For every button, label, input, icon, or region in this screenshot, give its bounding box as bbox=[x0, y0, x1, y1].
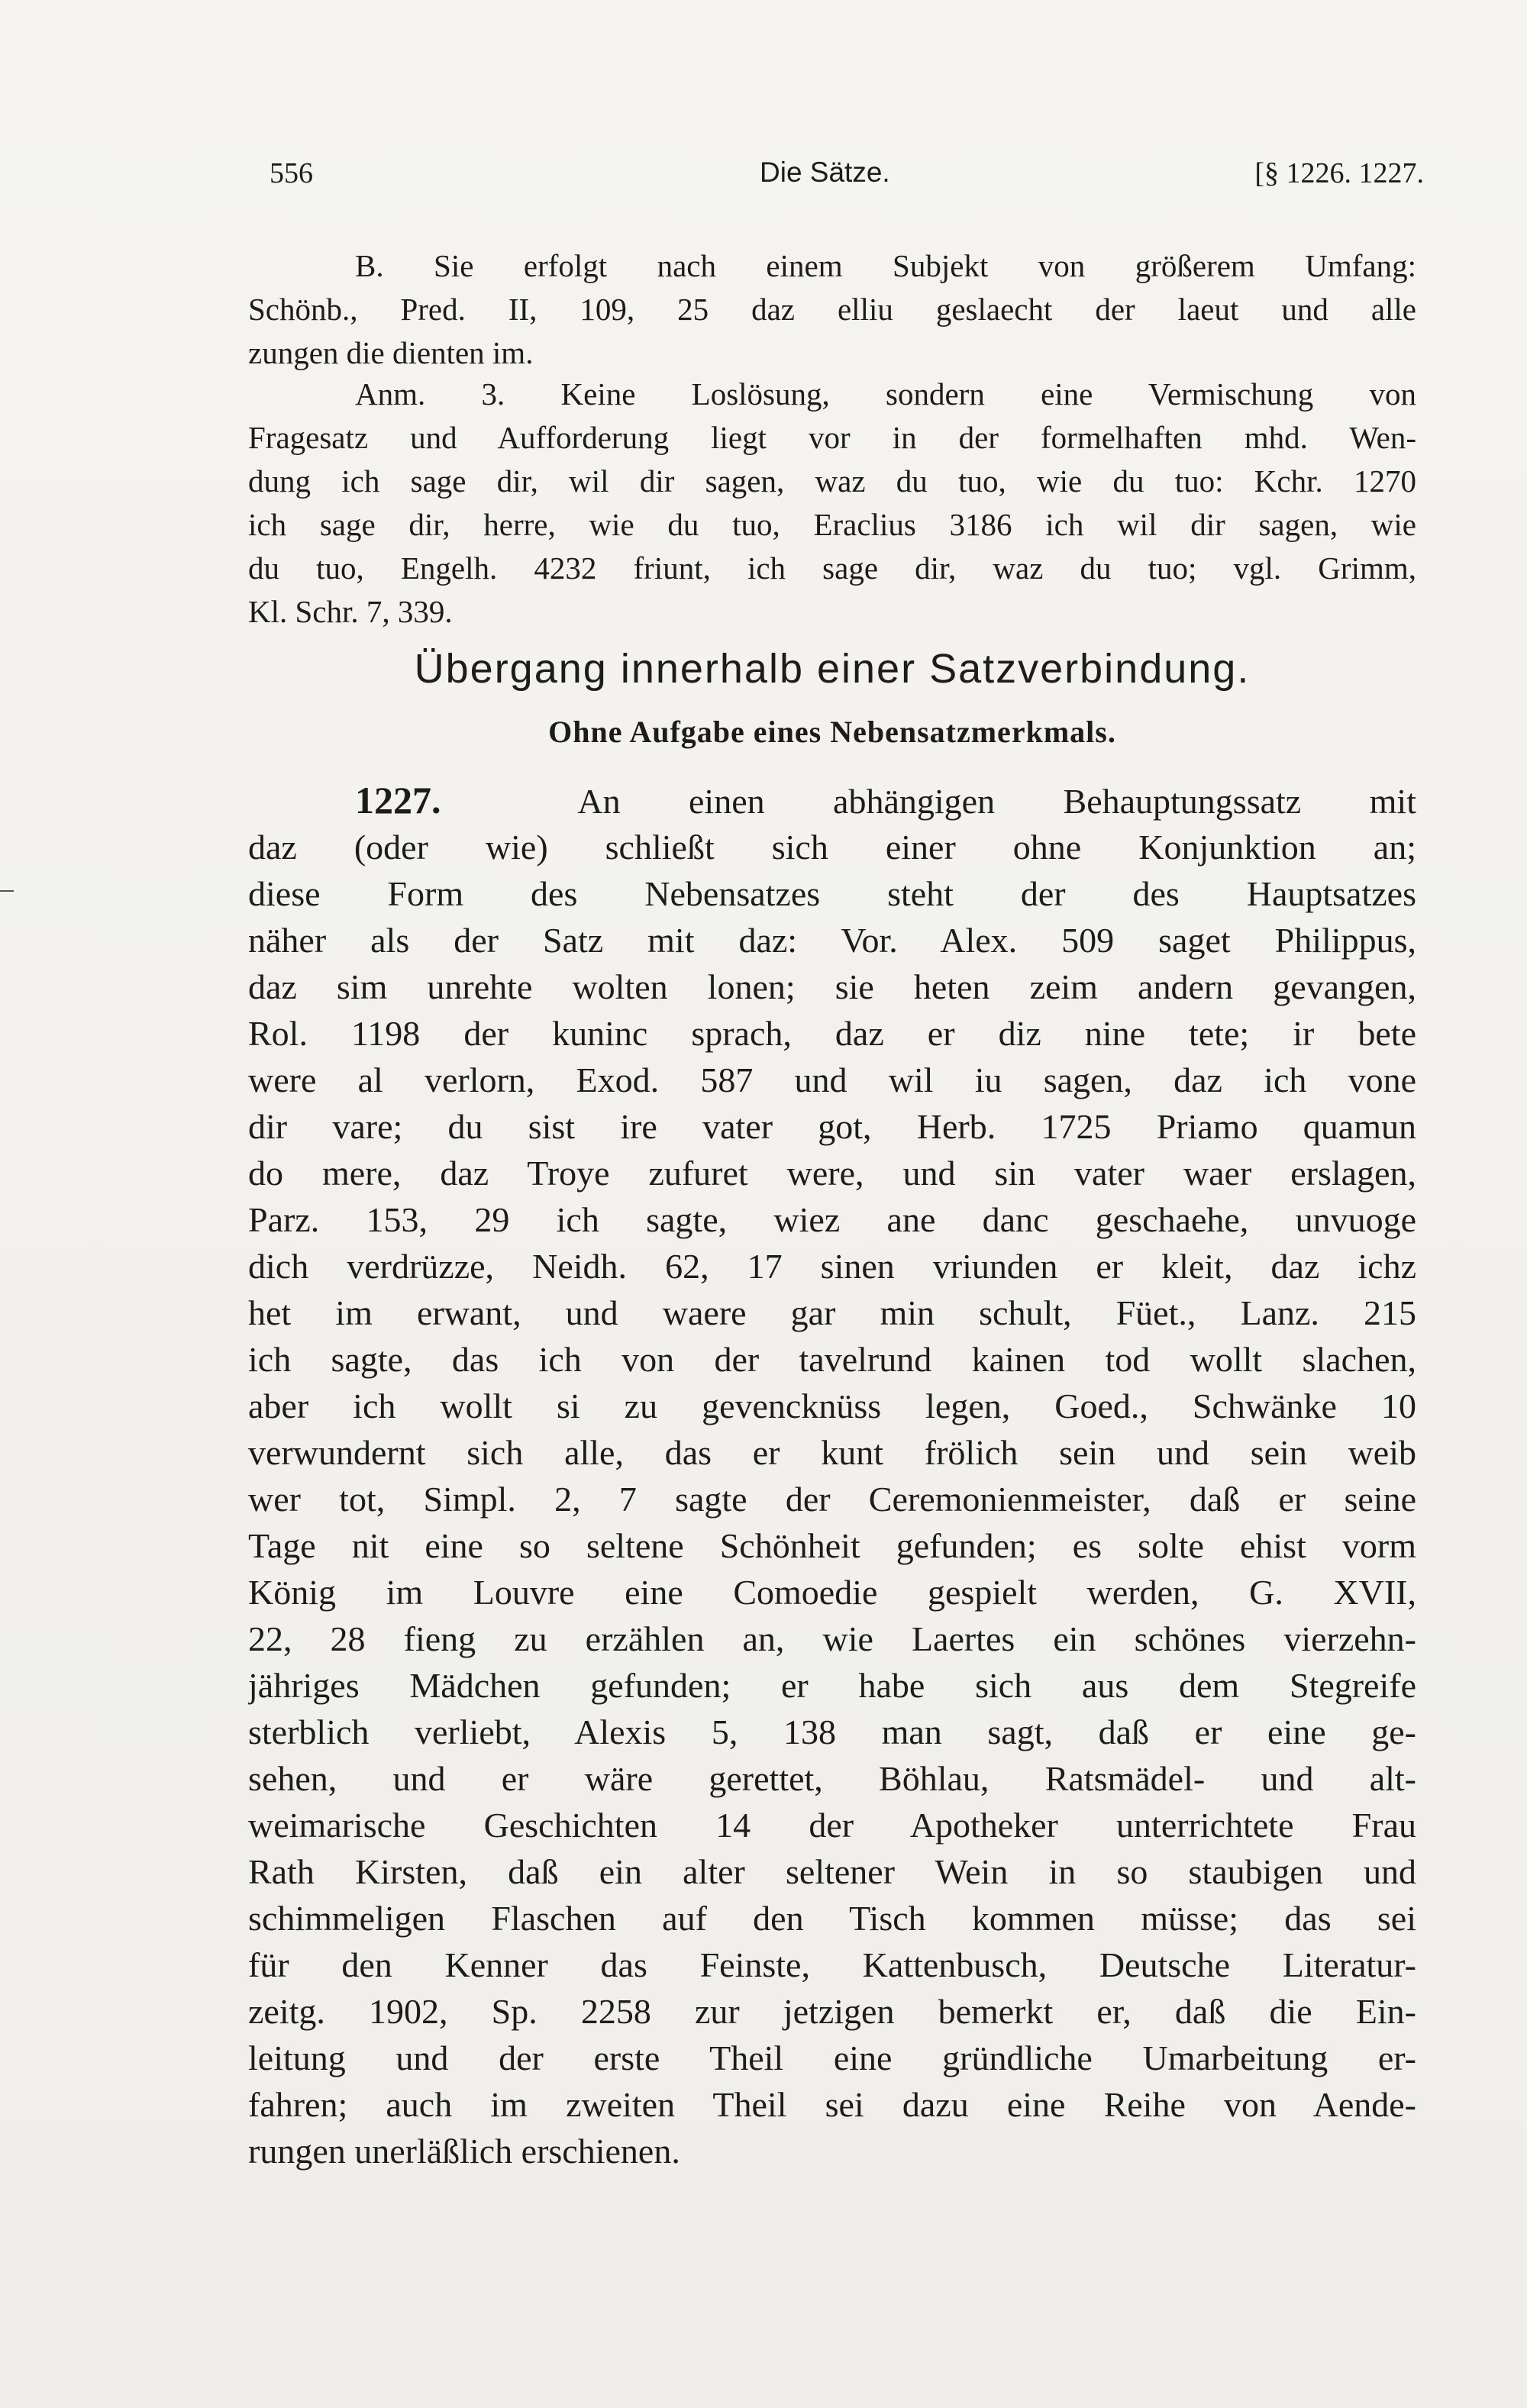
text-line: het im erwant, und waere gar min schult, Füet., Lanz. 215 bbox=[248, 1293, 1416, 1332]
text-line: Kl. Schr. 7, 339. bbox=[248, 594, 453, 629]
text-line: Rath Kirsten, daß ein alter seltener Wein in so staubigen und bbox=[248, 1852, 1416, 1891]
text-line: sehen, und er wäre gerettet, Böhlau, Ratsmädel- und alt- bbox=[248, 1759, 1416, 1798]
text-line: sterblich verliebt, Alexis 5, 138 man sagt, daß er eine ge- bbox=[248, 1712, 1416, 1751]
text-line: du tuo, Engelh. 4232 friunt, ich sage dir, waz du tuo; vgl. Grimm, bbox=[248, 550, 1416, 586]
note-anm-3 bbox=[248, 373, 1416, 634]
text-line: 22, 28 fieng zu erzählen an, wie Laertes ein schönes vierzehn- bbox=[248, 1619, 1416, 1658]
text-line: ich sagte, das ich von der tavelrund kainen tod wollt slachen, bbox=[248, 1340, 1416, 1379]
text-line: Anm. 3. Keine Loslösung, sondern eine Vermischung von bbox=[355, 376, 1416, 412]
text-line: leitung und der erste Theil eine gründliche Umarbeitung er- bbox=[248, 2038, 1416, 2077]
text-line: fahren; auch im zweiten Theil sei dazu eine Reihe von Aende- bbox=[248, 2085, 1416, 2124]
text-line: dir vare; du sist ire vater got, Herb. 1725 Priamo quamun bbox=[248, 1107, 1416, 1146]
text-line: B. Sie erfolgt nach einem Subjekt von größerem Umfang: bbox=[355, 248, 1416, 283]
text-line: zungen die dienten im. bbox=[248, 335, 534, 370]
paragraph-b bbox=[248, 244, 1416, 375]
text-line: daz (oder wie) schließt sich einer ohne Konjunktion an; bbox=[248, 828, 1416, 867]
text-line: zeitg. 1902, Sp. 2258 zur jetzigen bemerkt er, daß die Ein- bbox=[248, 1992, 1416, 2031]
text-line bbox=[248, 777, 1416, 824]
running-header bbox=[263, 157, 1424, 202]
running-title: Die Sätze. bbox=[760, 157, 890, 188]
text-line: rungen unerläßlich erschienen. bbox=[248, 2132, 680, 2171]
paragraph-1227 bbox=[248, 777, 1416, 2174]
text-line: wer tot, Simpl. 2, 7 sagte der Ceremonienmeister, daß er seine bbox=[248, 1480, 1416, 1519]
text-line: Parz. 153, 29 ich sagte, wiez ane danc geschaehe, unvuoge bbox=[248, 1200, 1416, 1239]
page-number: 556 bbox=[270, 157, 313, 189]
text-line: jähriges Mädchen gefunden; er habe sich aus dem Stegreife bbox=[248, 1666, 1416, 1705]
text-line: aber ich wollt si zu gevencknüss legen, Goed., Schwänke 10 bbox=[248, 1386, 1416, 1425]
text-line: dung ich sage dir, wil dir sagen, waz du tuo, wie du tuo: Kchr. 1270 bbox=[248, 463, 1416, 499]
text-line: Tage nit eine so seltene Schönheit gefunden; es solte ehist vorm bbox=[248, 1526, 1416, 1565]
text-line: weimarische Geschichten 14 der Apotheker unterrichtete Frau bbox=[248, 1806, 1416, 1845]
text-line: schimmeligen Flaschen auf den Tisch kommen müsse; das sei bbox=[248, 1899, 1416, 1938]
section-number: 1227. bbox=[355, 779, 441, 821]
text-line: Rol. 1198 der kuninc sprach, daz er diz nine tete; ir bete bbox=[248, 1014, 1416, 1053]
text-line: diese Form des Nebensatzes steht der des Hauptsatzes bbox=[248, 874, 1416, 913]
text-line: dich verdrüzze, Neidh. 62, 17 sinen vriunden er kleit, daz ichz bbox=[248, 1247, 1416, 1286]
text-line: Fragesatz und Aufforderung liegt vor in der formelhaften mhd. Wen- bbox=[248, 420, 1416, 455]
text-line: ich sage dir, herre, wie du tuo, Eraclius 3186 ich wil dir sagen, wie bbox=[248, 507, 1416, 542]
text-line: verwundernt sich alle, das er kunt frölich sein und sein weib bbox=[248, 1433, 1416, 1472]
subsection-heading: Ohne Aufgabe eines Nebensatzmerkmals. bbox=[548, 715, 1116, 749]
text-line: were al verlorn, Exod. 587 und wil iu sagen, daz ich vone bbox=[248, 1060, 1416, 1099]
section-heading: Übergang innerhalb einer Satzverbindung. bbox=[414, 646, 1251, 692]
text-line: do mere, daz Troye zufuret were, und sin vater waer erslagen, bbox=[248, 1154, 1416, 1193]
text-line-content: An einen abhängigen Behauptungssatz mit bbox=[577, 782, 1416, 821]
section-reference: [§ 1226. 1227. bbox=[1254, 157, 1424, 189]
text-line: für den Kenner das Feinste, Kattenbusch, Deutsche Literatur- bbox=[248, 1945, 1416, 1984]
text-line: daz sim unrehte wolten lonen; sie heten zeim andern gevangen, bbox=[248, 967, 1416, 1006]
text-line: näher als der Satz mit daz: Vor. Alex. 509 saget Philippus, bbox=[248, 921, 1416, 960]
margin-mark bbox=[0, 890, 14, 892]
text-line: König im Louvre eine Comoedie gespielt werden, G. XVII, bbox=[248, 1573, 1416, 1612]
text-line: Schönb., Pred. II, 109, 25 daz elliu geslaecht der laeut und alle bbox=[248, 292, 1416, 327]
